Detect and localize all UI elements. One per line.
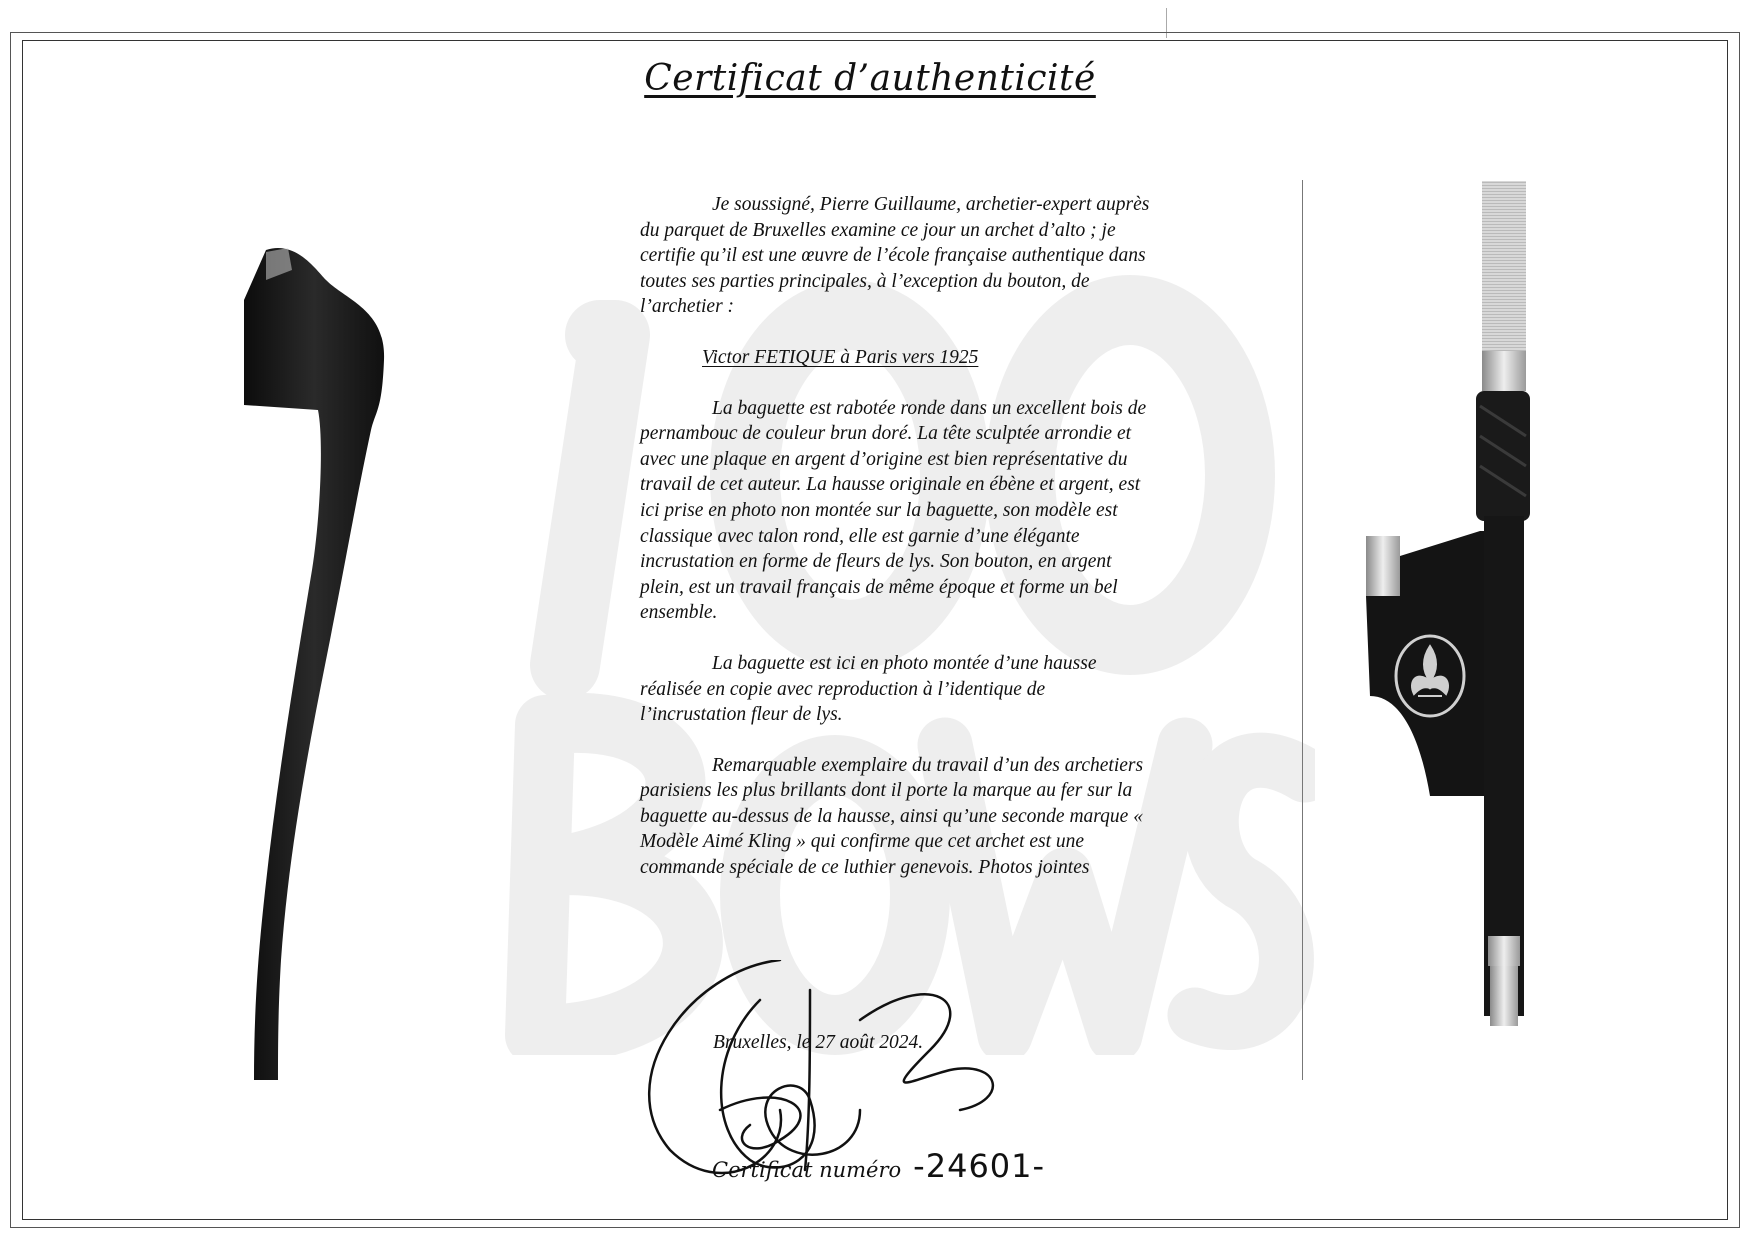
certificate-number-label: Certificat numéro (712, 1158, 902, 1182)
certificate-title: Certificat d’authenticité (644, 58, 1096, 99)
certificate-body (640, 192, 1150, 881)
paragraph-remarks: Remarquable exemplaire du travail d’un des archetiers parisiens les plus brillants dont il porte la marque au fer sur la baguette au-dessus de la hausse, ainsi qu’une seconde marque « Modèle Aimé Kling » qui confirme que cet archet est une commande spéciale de ce luthier genevois. Photos jointes (640, 754, 1144, 879)
paragraph-frog-copy: La baguette est ici en photo montée d’une hausse réalisée en copie avec reproduction à l’identique de l’incrustation fleur de lys. (640, 652, 1097, 726)
bow-frog-photo (1360, 176, 1560, 1056)
paragraph-intro: Je soussigné, Pierre Guillaume, archetier-expert auprès du parquet de Bruxelles examine ce jour un archet d’alto ; je certifie qu’il est une œuvre de l’école française authentique dans toutes ses parties principales, à l’exception du bouton, de l’archetier : (640, 194, 1150, 318)
paragraph-description: La baguette est rabotée ronde dans un excellent bois de pernambouc de couleur brun doré. La tête sculptée arrondie et avec une plaque en argent d’origine est bien représentative du travail de cet auteur. La hausse originale en ébène et argent, est ici prise en photo non montée sur la baguette, son modèle est classique avec talon rond, elle est garnie d’une élégante incrustation en forme de fleurs de lys. Son bouton, en argent plein, est un travail français de même époque et forme un bel ensemble. (640, 397, 1147, 624)
bow-head-photo (226, 240, 396, 1090)
divider-line (1302, 180, 1303, 1080)
handwritten-signature (630, 960, 1070, 1190)
certificate-number: -24601- (913, 1147, 1046, 1185)
bow-maker: Victor FETIQUE à Paris vers 1925 (702, 346, 979, 368)
place-date: Bruxelles, le 27 août 2024. (713, 1032, 924, 1053)
